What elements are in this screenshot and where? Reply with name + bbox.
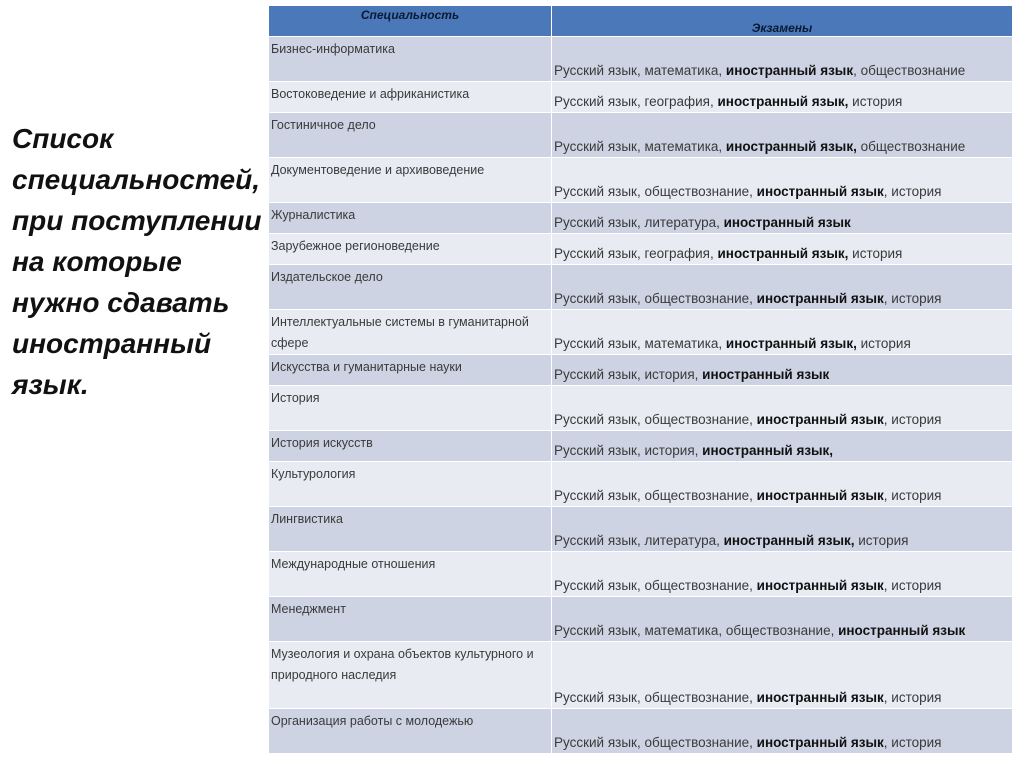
- exams-cell: [552, 386, 1013, 431]
- exams-text: Русский язык, обществознание,: [554, 488, 757, 503]
- foreign-language-exam: иностранный язык: [702, 367, 830, 382]
- exams-cell: [552, 158, 1013, 203]
- exams-text-end: , история: [883, 690, 942, 705]
- foreign-language-exam: иностранный язык,: [725, 336, 857, 351]
- table-body: [269, 37, 1013, 754]
- exams-cell: [552, 462, 1013, 507]
- exams-text: Русский язык, литература,: [554, 533, 724, 548]
- specialty-cell: Гостиничное дело: [269, 113, 552, 158]
- exams-text-end: история: [848, 94, 903, 109]
- specialty-cell: Менеджмент: [269, 597, 552, 642]
- exams-text: Русский язык, математика,: [554, 336, 726, 351]
- exams-text: Русский язык, математика, обществознание,: [554, 623, 839, 638]
- foreign-language-exam: иностранный язык: [756, 690, 884, 705]
- foreign-language-exam: иностранный язык: [756, 412, 884, 427]
- exams-text: Русский язык, обществознание,: [554, 184, 757, 199]
- table-row: [269, 462, 1013, 507]
- exams-text: Русский язык, литература,: [554, 215, 724, 230]
- exams-text: Русский язык, история,: [554, 443, 703, 458]
- specialty-cell: Востоковедение и африканистика: [269, 82, 552, 113]
- foreign-language-exam: иностранный язык: [723, 215, 851, 230]
- exams-cell: [552, 37, 1013, 82]
- table-row: [269, 431, 1013, 462]
- specialty-cell: Документоведение и архивоведение: [269, 158, 552, 203]
- table-row: [269, 82, 1013, 113]
- exams-text-end: , история: [883, 184, 942, 199]
- exams-cell: [552, 265, 1013, 310]
- exams-text: Русский язык, география,: [554, 246, 718, 261]
- header-specialty: Специальность: [269, 6, 552, 37]
- foreign-language-exam: иностранный язык: [838, 623, 966, 638]
- exams-text-end: , история: [883, 578, 942, 593]
- specialty-cell: Музеология и охрана объектов культурного и природного наследия: [269, 642, 552, 709]
- exams-text-end: , история: [883, 488, 942, 503]
- exams-text-end: , обществознание: [853, 63, 966, 78]
- exams-text: Русский язык, обществознание,: [554, 735, 757, 750]
- foreign-language-exam: иностранный язык,: [725, 139, 857, 154]
- exams-text-end: история: [848, 246, 903, 261]
- exams-text: Русский язык, математика,: [554, 63, 726, 78]
- exams-cell: [552, 709, 1013, 754]
- exams-cell: [552, 431, 1013, 462]
- specialty-cell: Бизнес-информатика: [269, 37, 552, 82]
- exams-text-end: , история: [883, 412, 942, 427]
- exams-text-end: история: [856, 336, 911, 351]
- specialties-exams-table: [268, 5, 1013, 754]
- table-row: [269, 552, 1013, 597]
- exams-cell: [552, 642, 1013, 709]
- exams-text: Русский язык, обществознание,: [554, 412, 757, 427]
- exams-cell: [552, 310, 1013, 355]
- table-row: [269, 709, 1013, 754]
- specialty-cell: Международные отношения: [269, 552, 552, 597]
- exams-text: Русский язык, математика,: [554, 139, 726, 154]
- exams-text: Русский язык, география,: [554, 94, 718, 109]
- foreign-language-exam: иностранный язык: [756, 735, 884, 750]
- foreign-language-exam: иностранный язык: [756, 291, 884, 306]
- exams-text-end: , история: [883, 291, 942, 306]
- exams-text: Русский язык, обществознание,: [554, 690, 757, 705]
- exams-text-end: , история: [883, 735, 942, 750]
- table-row: [269, 37, 1013, 82]
- exams-cell: [552, 507, 1013, 552]
- exams-text: Русский язык, обществознание,: [554, 291, 757, 306]
- foreign-language-exam: иностранный язык,: [717, 246, 849, 261]
- table-row: [269, 203, 1013, 234]
- exams-cell: [552, 234, 1013, 265]
- exams-text: Русский язык, история,: [554, 367, 703, 382]
- specialty-cell: Искусства и гуманитарные науки: [269, 355, 552, 386]
- table-row: [269, 310, 1013, 355]
- foreign-language-exam: иностранный язык: [756, 184, 884, 199]
- foreign-language-exam: иностранный язык: [756, 578, 884, 593]
- table-row: [269, 386, 1013, 431]
- foreign-language-exam: иностранный язык,: [702, 443, 834, 458]
- specialty-cell: Зарубежное регионоведение: [269, 234, 552, 265]
- foreign-language-exam: иностранный язык,: [723, 533, 855, 548]
- table-row: [269, 355, 1013, 386]
- table-row: [269, 507, 1013, 552]
- table-row: [269, 597, 1013, 642]
- table-row: [269, 158, 1013, 203]
- specialty-cell: Издательское дело: [269, 265, 552, 310]
- specialty-cell: Организация работы с молодежью: [269, 709, 552, 754]
- foreign-language-exam: иностранный язык,: [717, 94, 849, 109]
- specialty-cell: Интеллектуальные системы в гуманитарной сфере: [269, 310, 552, 355]
- slide-title: Список специальностей, при поступлении на которые нужно сдавать иностранный язык.: [12, 123, 262, 400]
- specialty-cell: История искусств: [269, 431, 552, 462]
- table-row: [269, 642, 1013, 709]
- exams-text-end: обществознание: [856, 139, 966, 154]
- exams-cell: [552, 113, 1013, 158]
- table-header-row: [269, 6, 1013, 37]
- table-row: [269, 113, 1013, 158]
- specialty-cell: Журналистика: [269, 203, 552, 234]
- table-row: [269, 265, 1013, 310]
- table-row: [269, 234, 1013, 265]
- exams-cell: [552, 597, 1013, 642]
- header-exams: Экзамены: [552, 6, 1013, 37]
- exams-cell: [552, 82, 1013, 113]
- specialty-cell: История: [269, 386, 552, 431]
- exams-cell: [552, 355, 1013, 386]
- specialty-cell: Лингвистика: [269, 507, 552, 552]
- exams-text-end: история: [854, 533, 909, 548]
- foreign-language-exam: иностранный язык: [725, 63, 854, 78]
- foreign-language-exam: иностранный язык: [756, 488, 884, 503]
- exams-cell: [552, 203, 1013, 234]
- exams-text: Русский язык, обществознание,: [554, 578, 757, 593]
- specialty-cell: Культурология: [269, 462, 552, 507]
- exams-cell: [552, 552, 1013, 597]
